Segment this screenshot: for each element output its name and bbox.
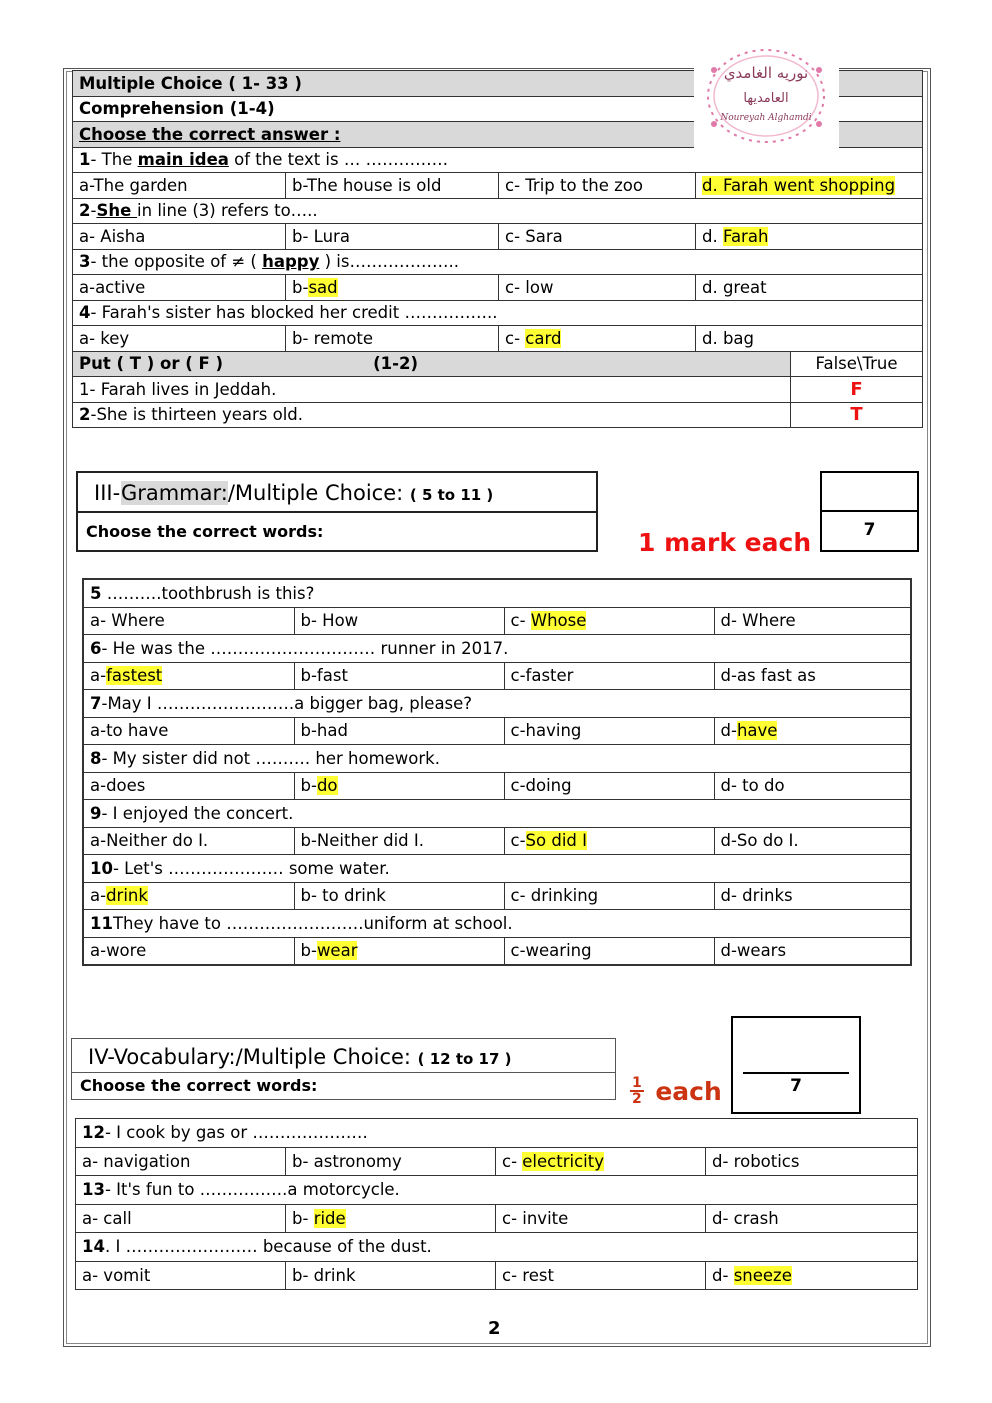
option-d[interactable]: d-as fast as [714,662,911,690]
option-a[interactable]: a-fastest [83,662,294,690]
option-a[interactable]: a-wore [83,937,294,965]
option-a[interactable]: a-active [73,275,286,301]
mark-denominator: 2 [632,1091,642,1107]
question-13: 13- It's fun to …………….a motorcycle. [76,1176,918,1205]
option-d[interactable]: d- robotics [706,1147,918,1176]
mark-each: each [655,1076,722,1106]
option-d[interactable]: d- crash [706,1204,918,1233]
vocabulary-score-box [731,1016,861,1114]
option-c[interactable]: c-doing [504,772,714,800]
option-b[interactable]: b-The house is old [286,173,499,199]
grammar-title: III-Grammar:/Multiple Choice: ( 5 to 11 ) [78,473,596,513]
option-c[interactable]: c- Trip to the zoo [499,173,696,199]
vocabulary-instruction: Choose the correct words: [80,1076,318,1095]
option-b[interactable]: b- ride [286,1204,496,1233]
option-c[interactable]: c- Whose [504,607,714,635]
option-b[interactable]: b- astronomy [286,1147,496,1176]
option-b[interactable]: b-had [294,717,504,745]
vocabulary-score: 7 [790,1076,802,1096]
option-d[interactable]: d- drinks [714,882,911,910]
question-7: 7-May I …………………….a bigger bag, please? [83,690,911,718]
option-c[interactable]: c-faster [504,662,714,690]
option-d[interactable]: d-So do I. [714,827,911,855]
option-c[interactable]: c- card [499,326,696,352]
option-d[interactable]: d. Farah went shopping [696,173,923,199]
question-3: 3- the opposite of ≠ ( happy ) is……………….. [73,249,923,275]
option-b[interactable]: b-wear [294,937,504,965]
true-false-column-label: False\True [791,351,923,377]
stamp-latin-name: Noureyah Alghamdi [720,113,812,123]
option-b[interactable]: b- remote [286,326,499,352]
tf-statement-1: 1- Farah lives in Jeddah. [73,377,791,403]
page-number: 2 [488,1318,501,1339]
option-a[interactable]: a- Where [83,607,294,635]
option-a[interactable]: a-does [83,772,294,800]
tf-statement-2: 2-She is thirteen years old. [73,402,791,428]
question-10: 10- Let's ………………… some water. [83,855,911,883]
tf-answer-2[interactable]: T [791,402,923,428]
stamp-arabic-subtitle: العامديها [743,91,789,106]
option-c[interactable]: c-having [504,717,714,745]
tf-answer-1[interactable]: F [791,377,923,403]
header-comprehension: Comprehension (1-4) [73,96,923,122]
grammar-score-box [820,471,919,552]
option-b[interactable]: b- How [294,607,504,635]
option-d[interactable]: d. Farah [696,224,923,250]
option-a[interactable]: a-to have [83,717,294,745]
question-4: 4- Farah's sister has blocked her credit …………….. [73,300,923,326]
question-12: 12- I cook by gas or ………………… [76,1119,918,1148]
option-d[interactable]: d. bag [696,326,923,352]
option-d[interactable]: d- to do [714,772,911,800]
option-d[interactable]: d. great [696,275,923,301]
header-multiple-choice: Multiple Choice ( 1- 33 ) [73,71,923,97]
option-b[interactable]: b- Lura [286,224,499,250]
question-9: 9- I enjoyed the concert. [83,800,911,828]
option-a[interactable]: a- Aisha [73,224,286,250]
option-a[interactable]: a-Neither do I. [83,827,294,855]
option-c[interactable]: c- electricity [496,1147,706,1176]
option-c[interactable]: c- Sara [499,224,696,250]
option-d[interactable]: d- Where [714,607,911,635]
question-1: 1- The main idea of the text is … …………… [73,147,923,173]
question-8: 8- My sister did not ………. her homework. [83,745,911,773]
option-a[interactable]: a- navigation [76,1147,286,1176]
option-a[interactable]: a- vomit [76,1261,286,1290]
option-b[interactable]: b- to drink [294,882,504,910]
option-c[interactable]: c- low [499,275,696,301]
vocabulary-title: IV-Vocabulary:/Multiple Choice: ( 12 to 17 ) [72,1039,615,1073]
grammar-score: 7 [863,520,876,540]
grammar-mark-note: 1 mark each [638,528,812,557]
option-b[interactable]: b-fast [294,662,504,690]
option-c[interactable]: c- drinking [504,882,714,910]
wreath-logo [694,40,839,152]
option-c[interactable]: c- invite [496,1204,706,1233]
option-a[interactable]: a-drink [83,882,294,910]
option-b[interactable]: b- drink [286,1261,496,1290]
author-stamp [694,40,839,152]
option-c[interactable]: c-So did I [504,827,714,855]
option-d[interactable]: d-wears [714,937,911,965]
question-5: 5 ……….toothbrush is this? [83,579,911,607]
true-false-header: Put ( T ) or ( F ) (1-2) [73,351,791,377]
grammar-instruction: Choose the correct words: [86,522,324,541]
stamp-arabic-name: نوريه الغامدي [723,64,809,82]
option-c[interactable]: c- rest [496,1261,706,1290]
question-11: 11They have to …………………….uniform at school. [83,910,911,938]
grammar-title-box [76,471,598,552]
reading-instruction: Choose the correct answer : [73,122,923,148]
option-b[interactable]: b-Neither did I. [294,827,504,855]
option-a[interactable]: a- key [73,326,286,352]
vocabulary-title-box [71,1038,616,1100]
option-b[interactable]: b-do [294,772,504,800]
mark-numerator: 1 [632,1075,642,1091]
vocabulary-mark-note [630,1076,722,1106]
option-b[interactable]: b-sad [286,275,499,301]
option-a[interactable]: a- call [76,1204,286,1233]
question-14: 14. I …………………… because of the dust. [76,1233,918,1262]
option-d[interactable]: d-have [714,717,911,745]
question-2: 2-She in line (3) refers to….. [73,198,923,224]
option-a[interactable]: a-The garden [73,173,286,199]
vocabulary-table [75,1118,918,1290]
grammar-table [82,578,912,966]
option-c[interactable]: c-wearing [504,937,714,965]
option-d[interactable]: d- sneeze [706,1261,918,1290]
question-6: 6- He was the ………………………… runner in 2017. [83,635,911,663]
